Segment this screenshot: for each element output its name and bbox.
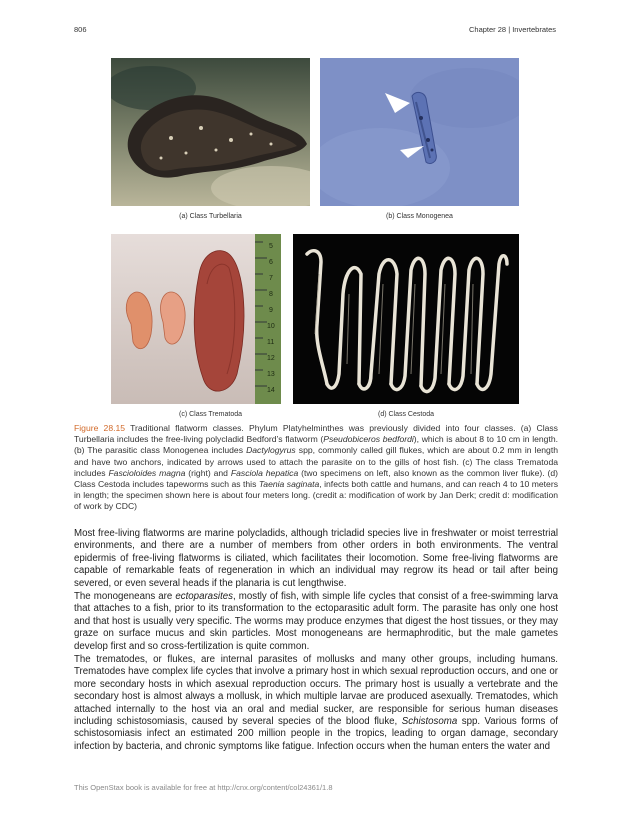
- ruler-number: 11: [267, 339, 275, 346]
- ruler-number: 10: [267, 323, 275, 330]
- cestoda-photo: [293, 234, 519, 404]
- ruler-number: 8: [269, 291, 273, 298]
- ruler-number: 5: [269, 243, 273, 250]
- panel-d-label: (d) Class Cestoda: [377, 411, 435, 418]
- ruler-number: 13: [267, 371, 275, 378]
- trematoda-photo: [111, 234, 281, 404]
- figure-label: Figure 28.15: [74, 423, 126, 433]
- monogenea-photo: [320, 58, 519, 206]
- chapter-heading: Chapter 28 | Invertebrates: [469, 25, 556, 34]
- ruler-number: 6: [269, 259, 273, 266]
- ruler-number: 12: [267, 355, 275, 362]
- panel-c-label: (c) Class Trematoda: [178, 411, 243, 418]
- turbellaria-photo: [111, 58, 310, 206]
- figure-caption: Figure 28.15 Traditional flatworm classes. Phylum Platyhelminthes was previously divided into four classes. (a) Class Turbellaria includes the free-living polycladid Bedford’s flatworm (Pseudobiceros bedfordi), which is about 8 to 10 cm in length. (b) The parasitic class Monogenea includes Dactylogyrus spp, commonly called gill flukes, which are about 0.2 mm in length and have two anchors, indicated by arrows used to attach the parasite on to the gills of host fish. (c) The class Trematoda includes Fascioloides magna (right) and Fasciola hepatica (two specimens on left, also known as the common liver fluke). (d) Class Cestoda includes tapeworms such as this Taenia saginata, infects both cattle and humans, and can reach 4 to 10 meters in length; the specimen shown here is about four meters long. (credit a: modification of work by Jan Derk; credit d: modification of work by CDC): [74, 423, 558, 512]
- footer-note: This OpenStax book is available for free at http://cnx.org/content/col24361/1.8: [74, 783, 333, 792]
- body-paragraph: The monogeneans are ectoparasites, mostly of fish, with simple life cycles that consist of a free-swimming larva that attaches to a fish, prior to its transformation to the ectoparasitic adult form. The parasite has only one host and that host is usually very specific. The worms may produce enzymes that digest the host tissues, or they may graze on surface mucus and skin particles. Most monogeneans are hermaphroditic, but the male gametes develop first and so cross-fertilization is quite common.: [74, 591, 558, 652]
- panel-b-label: (b) Class Monogenea: [386, 213, 453, 220]
- body-paragraph: The trematodes, or flukes, are internal parasites of mollusks and many other groups, including humans. Trematodes have complex life cycles that involve a primary host in which sexual reproduction occurs, and one or more secondary hosts in which asexual reproduction occurs. The primary host is usually a vertebrate and the secondary host is almost always a mollusk, in which multiple larvae are produced asexually. Trematodes, which attached internally to the host via an oral and medial sucker, are responsible for serious human diseases including schistosomiasis, caused by several species of the blood fluke, Schistosoma spp. Various forms of schistosomiasis infect an estimated 200 million people in the tropics, leading to organ damage, secondary infection by bacteria, and chronic symptoms like fatigue. Infection occurs when the human enters the water and: [74, 654, 558, 752]
- ruler-number: 7: [269, 275, 273, 282]
- page-number: 806: [74, 25, 87, 34]
- ruler-number: 9: [269, 307, 273, 314]
- panel-a-label: (a) Class Turbellaria: [179, 213, 242, 220]
- ruler-number: 14: [267, 387, 275, 394]
- body-paragraph: Most free-living flatworms are marine polycladids, although tricladid species live in freshwater or moist terrestrial environments, and there are a number of members from other orders in both environments. The ventral epidermis of free-living flatworms is ciliated, which facilitates their locomotion. Some free-living flatworms are capable of remarkable feats of regeneration in which an individual may regrow its head or tail after being severed, or even several heads if the planaria is cut lengthwise.: [74, 528, 558, 589]
